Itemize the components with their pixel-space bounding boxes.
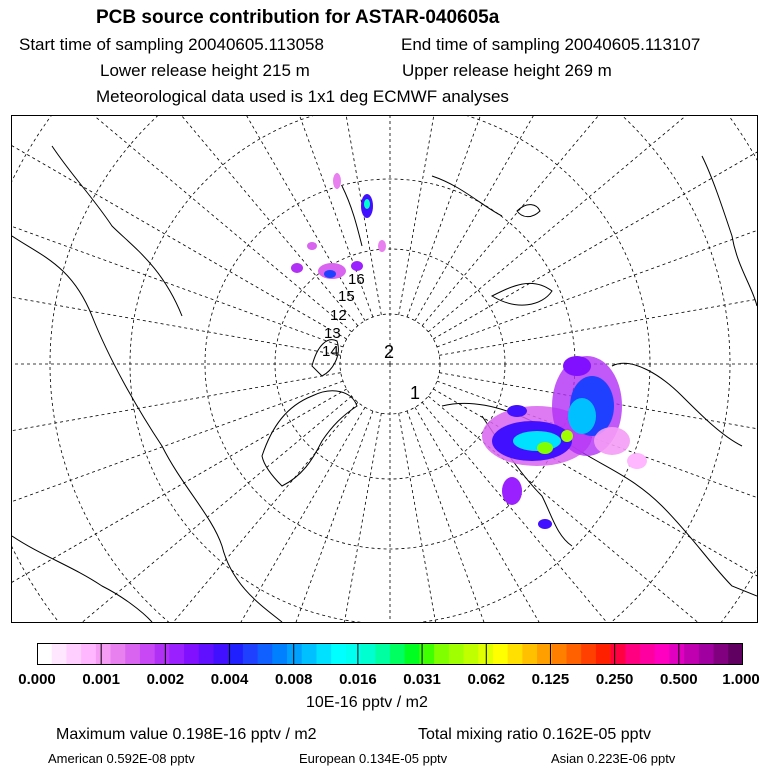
colorbar-swatch [522,643,537,665]
colorbar-swatch [214,643,229,665]
polar-map [11,115,758,623]
colorbar-swatch [287,643,302,665]
colorbar-swatch [640,643,655,665]
colorbar-swatch [552,643,567,665]
colorbar-tick-label: 0.125 [531,671,570,688]
overlay-label-15: 15 [338,288,355,305]
colorbar-swatch [346,643,361,665]
colorbar-swatch [611,643,626,665]
meridian-line [399,116,547,315]
overlay-label-16: 16 [348,271,365,288]
colorbar-swatch [405,643,420,665]
colorbar-swatch [140,643,155,665]
overlay-label-13: 13 [324,325,341,342]
colorbar-swatch [434,643,449,665]
colorbar-swatch [52,643,67,665]
colorbar-swatch [669,643,684,665]
colorbar-swatch [184,643,199,665]
colorbar-swatch [316,643,331,665]
colorbar-swatch [37,643,52,665]
asian-contribution: Asian 0.223E-06 pptv [551,751,676,766]
meridian-line [433,116,757,339]
meridian-line [12,116,343,347]
colorbar-tick-label: 0.500 [660,671,698,688]
colorbar-swatch [111,643,126,665]
meteo-data-label: Meteorological data used is 1x1 deg ECMWF analyses [96,87,509,106]
meridian-line [12,381,343,622]
colorbar-tick-label: 0.001 [82,671,120,688]
colorbar-swatch [567,643,582,665]
meridian-line [12,116,358,326]
meridian-line [12,402,358,622]
coastlines [12,146,757,622]
meridian-line [12,407,365,622]
plot-title: PCB source contribution for ASTAR-040605a [96,7,500,28]
colorbar-tick-label: 0.062 [467,671,506,688]
european-contribution: European 0.134E-05 pptv [299,751,448,766]
meridian-line [407,116,698,317]
colorbar-swatch [331,643,346,665]
colorbar-swatch [581,643,596,665]
colorbar-swatch [625,643,640,665]
colorbar-swatch [375,643,390,665]
colorbar-swatch [272,643,287,665]
start-time-label: Start time of sampling 20040605.113058 [19,35,324,54]
colorbar-tick-label: 0.008 [274,671,313,688]
colorbar-tick-label: 0.016 [339,671,377,688]
colorbar-swatch [714,643,729,665]
colorbar-swatch [302,643,317,665]
colorbar-tick-label: 0.004 [210,671,249,688]
colorbar-swatch [508,643,523,665]
colorbar-unit: 10E-16 pptv / m2 [306,694,428,711]
colorbar-swatch [464,643,479,665]
colorbar-swatch [728,643,743,665]
meridian-line [12,116,352,332]
lower-release-label: Lower release height 215 m [100,61,310,80]
colorbar [37,643,743,665]
colorbar-swatch [199,643,214,665]
colorbar-swatch [449,643,464,665]
overlay-label-14: 14 [322,343,339,360]
overlay-label-2: 2 [384,342,395,362]
colorbar-tick-label: 0.250 [595,671,634,688]
overlay-label-12: 12 [330,307,347,324]
colorbar-swatch [390,643,405,665]
colorbar-swatch [228,643,243,665]
colorbar-swatch [684,643,699,665]
colorbar-tick-label: 0.031 [403,671,441,688]
meridian-line [415,116,757,321]
end-time-label: End time of sampling 20040605.113107 [401,35,701,54]
colorbar-swatch [493,643,508,665]
meridian-line [439,208,757,356]
colorbar-swatch [699,643,714,665]
meridian-line [12,116,347,339]
colorbar-tick-label: 1.000 [722,671,760,688]
colorbar-swatch [125,643,140,665]
meridian-line [12,116,365,321]
colorbar-tick-label: 0.000 [18,671,56,688]
meridian-line [428,116,757,332]
meridian-line [12,389,347,622]
meridian-line [12,396,352,622]
colorbar-swatch [169,643,184,665]
colorbar-swatch [258,643,273,665]
max-value-label: Maximum value 0.198E-16 pptv / m2 [56,726,317,743]
meridian-line [437,116,757,347]
colorbar-swatch [155,643,170,665]
american-contribution: American 0.592E-08 pptv [48,751,195,766]
colorbar-swatch [596,643,611,665]
colorbar-swatch [96,643,111,665]
colorbar-swatch [66,643,81,665]
upper-release-label: Upper release height 269 m [402,61,612,80]
meridian-line [82,411,373,622]
colorbar-swatch [655,643,670,665]
colorbar-swatch [361,643,376,665]
meridian-line [82,116,373,317]
colorbar-tick-label: 0.002 [146,671,185,688]
overlay-label-1: 1 [410,383,421,403]
total-mixing-label: Total mixing ratio 0.162E-05 pptv [418,726,652,743]
colorbar-swatch [81,643,96,665]
colorbar-swatch [243,643,258,665]
